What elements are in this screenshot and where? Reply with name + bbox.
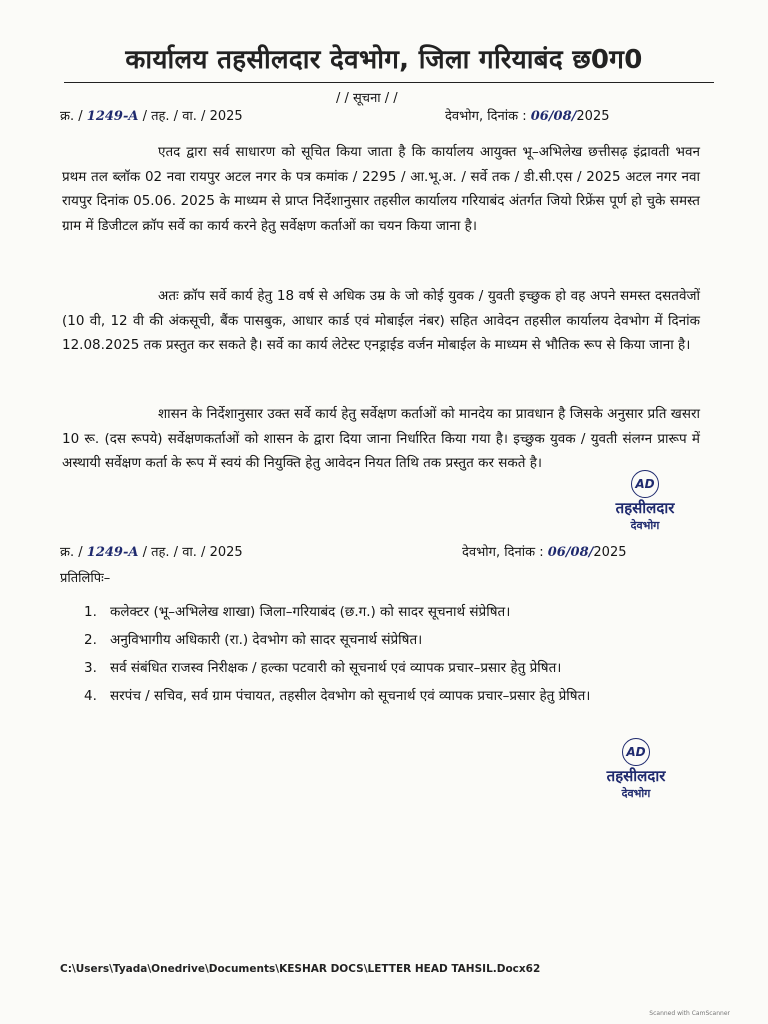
copy-recipients-list xyxy=(84,600,700,712)
body-paragraph-3 xyxy=(62,402,700,476)
copy-to-label: प्रतिलिपिः– xyxy=(60,571,111,586)
date-year: 2025 xyxy=(593,545,627,560)
list-item: 1. कलेक्टर (भू–अभिलेख शाखा) जिला–गरियाबंद (छ.ग.) को सादर सूचनार्थ संप्रेषित। xyxy=(84,604,511,620)
signature-place: देवभोग xyxy=(621,787,651,800)
ref-prefix: क्र. / xyxy=(60,109,83,124)
reference-number-2 xyxy=(60,542,243,560)
body-paragraph-2 xyxy=(62,284,700,358)
place-date-label: देवभोग, दिनांक : xyxy=(445,109,527,124)
signature-designation: तहसीलदार xyxy=(615,499,675,517)
handwritten-ref-number: 1249-A xyxy=(86,109,139,124)
paragraph-text: एतद द्वारा सर्व साधारण को सूचित किया जाता है कि कार्यालय आयुक्त भू–अभिलेख छत्तीसढ़ इंद्रावती भवन प्रथम तल ब्लॉक 02 नवा रायपुर अटल नगर के पत्र कमांक / 2295 / आ.भू.अ. / सर्वे तक / डी.सी.एस / 2025 अटल नगर नवा रायपुर दिनांक 05.06. 2025 के माध्यम से प्राप्त निर्देशानुसार तहसील कार्यालय गरियाबंद अंतर्गत जियो रिफ्रेंस पूर्ण हो चुके समस्त ग्राम में डिजीटल क्रॉप सर्वे का कार्य करने हेतु सर्वेक्षण कर्ताओं का चयन किया जाना है। xyxy=(62,144,700,234)
signature-designation: तहसीलदार xyxy=(606,767,666,785)
ref-prefix: क्र. / xyxy=(60,545,83,560)
notice-label: / / सूचना / / xyxy=(336,91,398,106)
handwritten-ref-number: 1249-A xyxy=(86,545,139,560)
signature-initial: AD xyxy=(631,470,659,498)
scanner-watermark: Scanned with CamScanner xyxy=(649,1010,730,1017)
date-year: 2025 xyxy=(576,109,610,124)
handwritten-date: 06/08/ xyxy=(547,545,594,560)
handwritten-date: 06/08/ xyxy=(530,109,577,124)
office-letterhead-title: कार्यालय तहसीलदार देवभोग, जिला गरियाबंद छ0ग0 xyxy=(125,45,643,75)
paragraph-text: अतः क्रॉप सर्वे कार्य हेतु 18 वर्ष से अधिक उम्र के जो कोई युवक / युवती इच्छुक हो वह अपने समस्त दसतवेजों (10 वी, 12 वी की अंकसूची, बैंक पासबुक, आधार कार्ड एवं मोबाईल नंबर) सहित आवेदन तहसील कार्यालय देवभोग में दिनांक 12.08.2025 तक प्रस्तुत कर सकते है। सर्वे का कार्य लेटेस्ट एनड्राईड वर्जन मोबाईल के माध्यम से भौतिक रूप से किया जाना है। xyxy=(62,288,700,353)
place-date-label: देवभोग, दिनांक : xyxy=(462,545,544,560)
list-item: 3. सर्व संबंधित राजस्व निरीक्षक / हल्का पटवारी को सूचनार्थ एवं व्यापक प्रचार–प्रसार हेतु प्रेषित। xyxy=(84,660,562,676)
tehsildar-signature-1 xyxy=(590,470,700,533)
paragraph-text: शासन के निर्देशानुसार उक्त सर्वे कार्य हेतु सर्वेक्षण कर्ताओं को मानदेय का प्रावधान है जिसके अनुसार प्रति खसरा 10 रू. (दस रूपये) सर्वेक्षणकर्ताओं को शासन के द्वारा दिया जाना निर्धारित किया गया है। इच्छुक युवक / युवती संलग्न प्रारूप में अस्थायी सर्वेक्षण कर्ता के रूप में स्वयं की नियुक्ति हेतु आवेदन नियत तिथि तक प्रस्तुत कर सकते है। xyxy=(62,406,700,471)
ref-suffix: / तह. / वा. / 2025 xyxy=(142,109,243,124)
tehsildar-signature-2 xyxy=(576,738,696,801)
header-divider xyxy=(64,82,714,83)
file-path-footer: C:\Users\Tyada\Onedrive\Documents\KESHAR DOCS\LETTER HEAD TAHSIL.Docx62 xyxy=(60,963,541,975)
signature-initial: AD xyxy=(622,738,650,766)
body-paragraph-1 xyxy=(62,140,700,238)
ref-suffix: / तह. / वा. / 2025 xyxy=(142,545,243,560)
place-date-2 xyxy=(462,542,627,560)
list-item: 4. सरपंच / सचिव, सर्व ग्राम पंचायत, तहसील देवभोग को सूचनार्थ एवं व्यापक प्रचार–प्रसार हेतु प्रेषित। xyxy=(84,688,591,704)
signature-place: देवभोग xyxy=(630,519,660,532)
reference-number-1 xyxy=(60,106,243,124)
place-date-1 xyxy=(445,106,610,124)
list-item: 2. अनुविभागीय अधिकारी (रा.) देवभोग को सादर सूचनार्थ संप्रेषित। xyxy=(84,632,423,648)
